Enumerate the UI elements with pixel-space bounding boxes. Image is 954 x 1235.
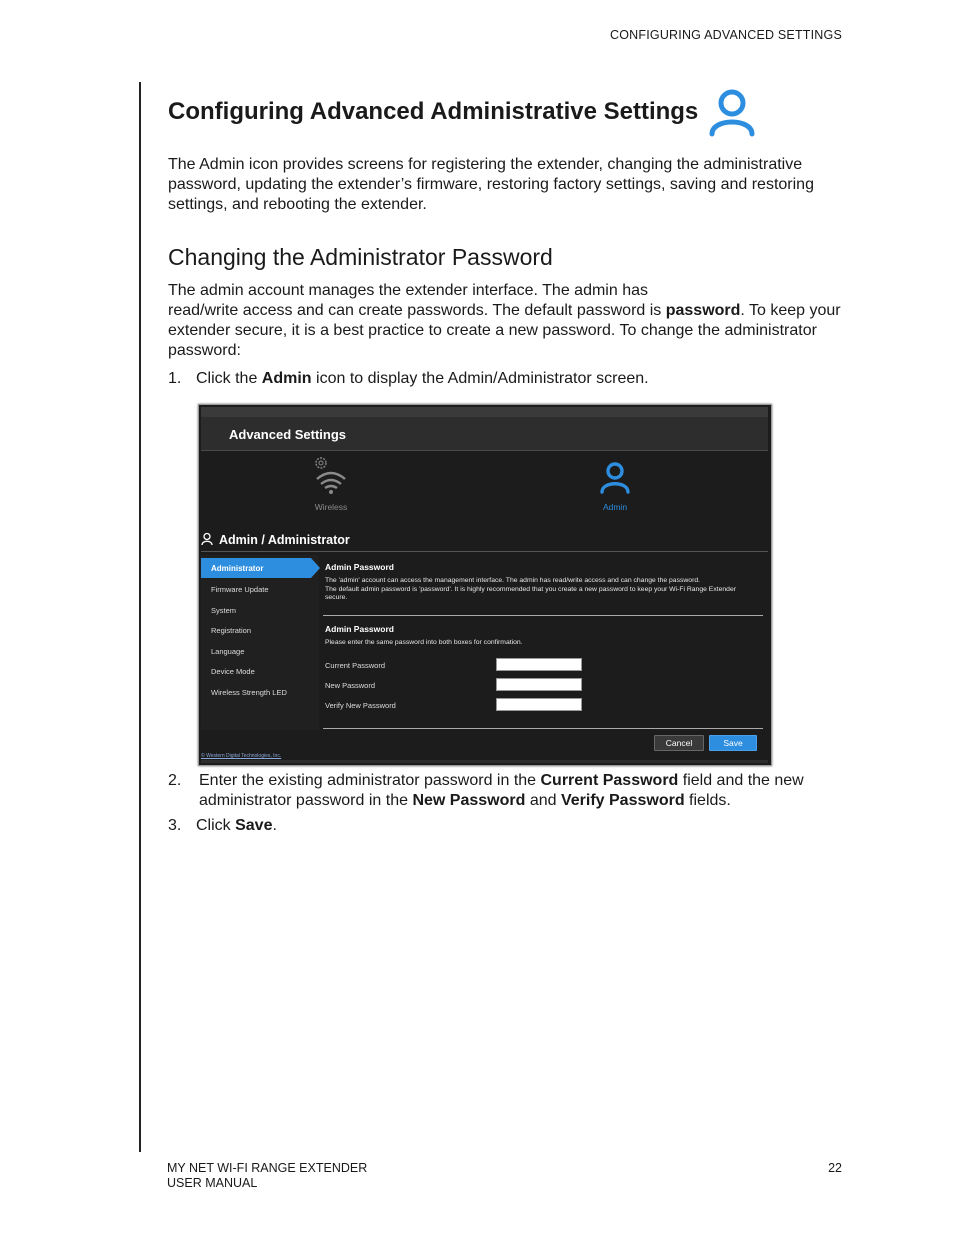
new-password-input[interactable] xyxy=(496,678,582,691)
admin-sidebar xyxy=(201,555,319,730)
subsection-title: Changing the Administrator Password xyxy=(168,244,553,270)
step-text: Click xyxy=(196,817,236,834)
save-button[interactable]: Save xyxy=(709,735,757,751)
verify-password-input[interactable] xyxy=(496,698,582,711)
section-intro: The Admin icon provides screens for registering the extender, changing the administrative password, updating the extender’s firmware, restoring factory settings, saving and restoring settings, and rebooting the extender. xyxy=(168,156,814,213)
copyright-link[interactable]: © Western Digital Technologies, Inc. xyxy=(201,753,282,759)
sidebar-item-device-mode[interactable]: Device Mode xyxy=(211,667,255,676)
sidebar-item-system[interactable]: System xyxy=(211,606,237,615)
sidebar-item-language[interactable]: Language xyxy=(211,647,245,656)
section-title-text: Configuring Advanced Administrative Settings xyxy=(168,98,699,125)
step-2 xyxy=(168,771,843,811)
footer-title xyxy=(167,1161,367,1191)
verify-password-label: Verify New Password xyxy=(325,701,396,710)
sidebar-item-registration[interactable]: Registration xyxy=(211,626,252,635)
pane-text-line: The 'admin' account can access the management interface. The admin has read/write access and can change the password. xyxy=(325,577,701,584)
active-arrow xyxy=(311,558,320,578)
step-number: 1. xyxy=(168,370,182,387)
page-number: 22 xyxy=(828,1161,842,1175)
sidebar-item-wireless-strength-led[interactable]: Wireless Strength LED xyxy=(211,688,287,697)
step-bold: Current Password xyxy=(540,772,679,789)
admin-section-title: Admin / Administrator xyxy=(219,533,350,547)
nav-admin[interactable] xyxy=(575,459,655,512)
nav-label: Admin xyxy=(602,502,628,512)
window-top-strip xyxy=(201,407,768,417)
footer-line: USER MANUAL xyxy=(167,1176,258,1190)
nav-label: Wireless xyxy=(314,502,348,512)
pane-heading: Admin Password xyxy=(325,624,394,634)
sidebar-item-administrator[interactable] xyxy=(201,558,311,578)
step-1 xyxy=(168,369,843,389)
step-number: 3. xyxy=(168,817,182,834)
running-header: CONFIGURING ADVANCED SETTINGS xyxy=(610,28,842,42)
sidebar-item-label: Administrator xyxy=(211,564,264,573)
footer-line: MY NET WI-FI RANGE EXTENDER xyxy=(167,1161,368,1175)
step-text: Enter the existing administrator password in the xyxy=(199,772,541,789)
step-number: 2. xyxy=(168,772,182,789)
step-text: . xyxy=(272,817,277,834)
screenshot-figure xyxy=(198,404,770,764)
step-text: field and the new administrator password in the xyxy=(199,772,804,809)
current-password-label: Current Password xyxy=(325,661,386,670)
app-title: Advanced Settings xyxy=(229,427,347,442)
window-bottom-strip xyxy=(201,760,768,763)
pane-divider xyxy=(323,728,763,729)
step-text: and xyxy=(525,792,561,809)
para-line1: The admin account manages the extender interface. The admin has xyxy=(168,282,648,299)
pane-text xyxy=(325,577,755,603)
cancel-button[interactable]: Cancel xyxy=(654,735,704,751)
step-bold: Save xyxy=(235,817,273,834)
current-password-input[interactable] xyxy=(496,658,582,671)
step-text: Click the xyxy=(196,370,262,387)
section-title xyxy=(168,86,843,138)
nav-wireless[interactable] xyxy=(291,455,371,512)
sidebar-item-firmware-update[interactable]: Firmware Update xyxy=(211,585,269,594)
advanced-settings-window xyxy=(198,404,772,766)
new-password-label: New Password xyxy=(325,681,376,690)
step-3 xyxy=(168,816,843,836)
person-icon xyxy=(706,86,758,138)
step-bold: Admin xyxy=(261,370,312,387)
pane-text-line: secure. xyxy=(325,594,348,601)
para-bold: password xyxy=(665,302,741,319)
wifi-gear-icon xyxy=(309,455,353,495)
pane-heading: Admin Password xyxy=(325,562,394,572)
person-icon xyxy=(201,532,213,546)
subsection-paragraph xyxy=(168,281,843,361)
window-header xyxy=(201,417,768,451)
pane-text: Please enter the same password into both boxes for confirmation. xyxy=(325,639,523,646)
pane-divider xyxy=(323,615,763,616)
pane-text-line: The default admin password is 'password'. It is highly recommended that you create a new password to keep your Wi-Fi Range Extender xyxy=(325,585,736,593)
page-content xyxy=(168,86,843,836)
margin-rule xyxy=(139,82,141,1152)
admin-section-header xyxy=(201,529,768,552)
step-text: icon to display the Admin/Administrator screen. xyxy=(311,370,649,387)
step-bold: New Password xyxy=(412,792,526,809)
para-post: . To keep your extender secure, it is a best practice to create a new password. To change the administrator password: xyxy=(168,302,841,359)
person-icon xyxy=(597,459,633,495)
step-bold: Verify Password xyxy=(560,792,685,809)
step-text: fields. xyxy=(684,792,731,809)
para-pre: read/write access and can create passwords. The default password is xyxy=(168,302,666,319)
